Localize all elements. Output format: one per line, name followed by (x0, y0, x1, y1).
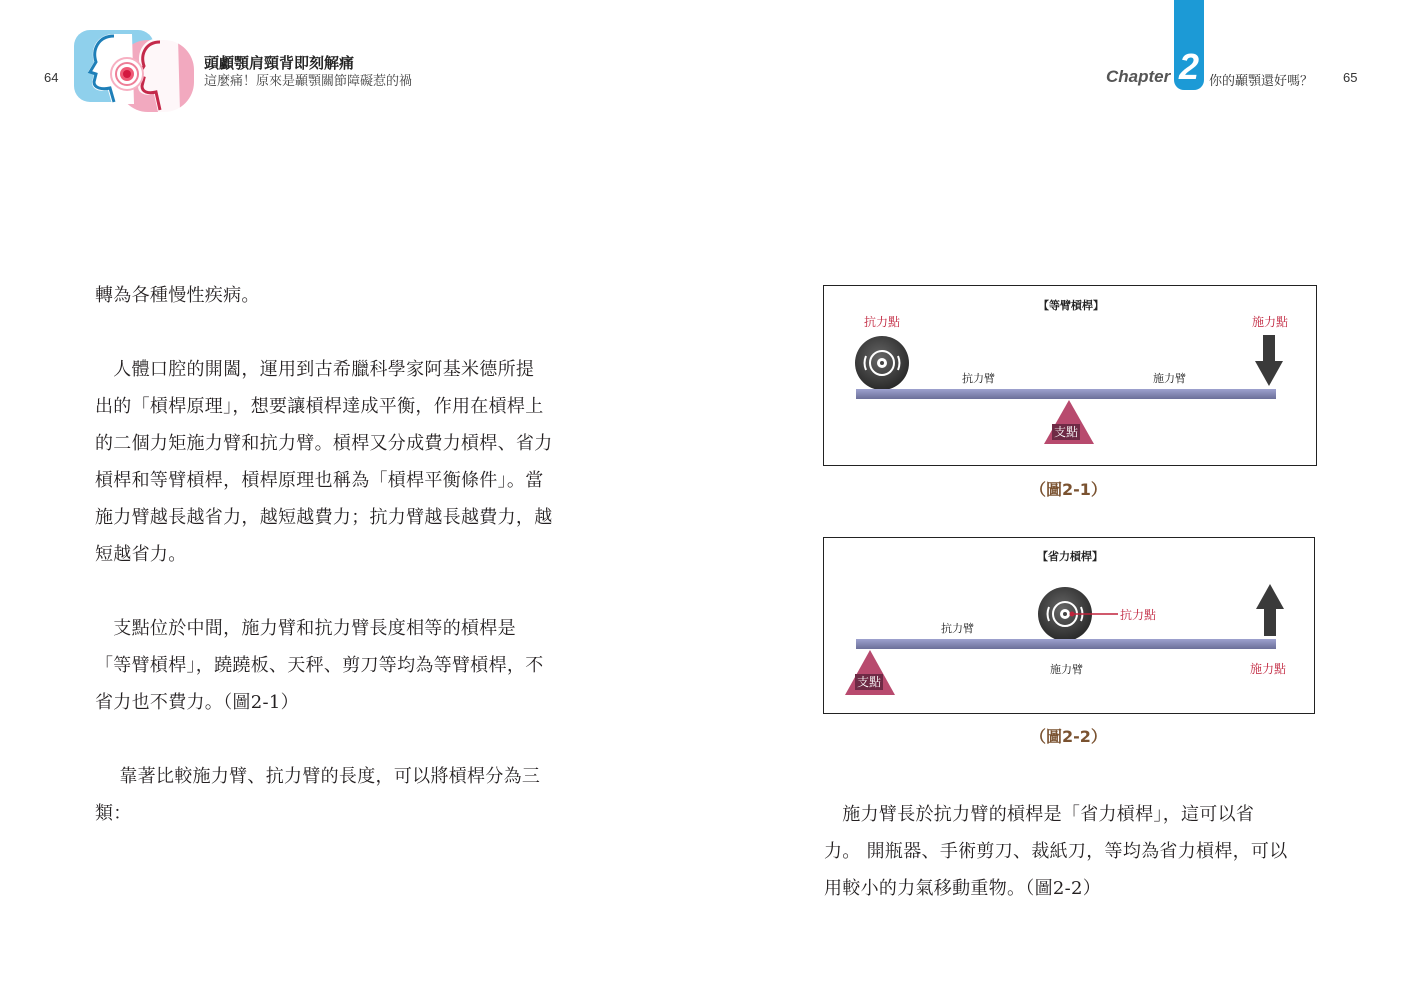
figure-caption-2-1: （圖2-1） (1030, 480, 1107, 499)
paragraph-2 (95, 351, 595, 573)
head-silhouette-logo-icon (74, 28, 198, 114)
arrow-up-icon (1256, 584, 1284, 636)
resistance-point-label: 抗力點 (864, 315, 901, 329)
text-line: 施力臂越長越省力，越短越費力；抗力臂越長越費力，越 (95, 507, 553, 528)
lever-beam (856, 389, 1276, 399)
paragraph-right (824, 796, 1324, 907)
text-line: 省力也不費力。（圖2-1） (95, 692, 299, 713)
text-line: 力。 開瓶器、手術剪刀、裁紙刀，等均為省力槓桿，可以 (824, 841, 1288, 862)
text-line: 「等臂槓桿」，蹺蹺板、天秤、剪刀等均為等臂槓桿，不 (95, 655, 544, 676)
figure-equal-arm-lever (823, 285, 1317, 466)
effort-arm-label: 施力臂 (1153, 372, 1186, 385)
fulcrum-label: 支點 (857, 675, 882, 689)
effort-point-label: 施力點 (1250, 662, 1287, 676)
text-line: 槓桿和等臂槓桿，槓桿原理也稱為「槓桿平衡條件」。當 (95, 470, 544, 491)
text-line: 類： (95, 803, 132, 824)
text-line: 短越省力。 (95, 544, 187, 565)
effort-arm-label: 施力臂 (1050, 663, 1083, 676)
text-line: 用較小的力氣移動重物。（圖2-2） (824, 878, 1102, 899)
resistance-arm-label: 抗力臂 (962, 372, 995, 385)
left-page-body (95, 277, 595, 832)
text-line: 出的「槓桿原理」，想要讓槓桿達成平衡，作用在槓桿上 (95, 396, 544, 417)
figure-title: 【省力槓桿】 (1037, 550, 1103, 563)
lever-diagram (824, 538, 1316, 715)
book-title: 頭顱顎肩頸背即刻解痛 (204, 54, 355, 72)
chapter-label: Chapter (1106, 67, 1171, 86)
paragraph-3 (95, 610, 595, 721)
effort-point-label: 施力點 (1252, 315, 1289, 329)
figure-title: 【等臂槓桿】 (1038, 299, 1104, 312)
text-line: 的二個力矩施力臂和抗力臂。槓桿又分成費力槓桿、省力 (95, 433, 553, 454)
paragraph-1 (95, 277, 595, 314)
paragraph-4 (95, 758, 595, 832)
right-page-body (824, 796, 1324, 907)
lever-beam (856, 639, 1276, 649)
book-subtitle: 這麼痛！原來是顳顎關節障礙惹的禍 (204, 74, 413, 89)
left-page-number: 64 (44, 70, 59, 85)
resistance-arm-label: 抗力臂 (941, 622, 974, 635)
right-page-number: 65 (1343, 70, 1358, 85)
text-line: 靠著比較施力臂、抗力臂的長度，可以將槓桿分為三 (95, 766, 541, 787)
weight-disc-icon (855, 336, 909, 390)
arrow-down-icon (1255, 335, 1283, 386)
text-line: 轉為各種慢性疾病。 (95, 285, 260, 306)
text-line: 人體口腔的開闔，運用到古希臘科學家阿基米德所提 (95, 359, 535, 380)
text-line: 支點位於中間，施力臂和抗力臂長度相等的槓桿是 (95, 618, 516, 639)
fulcrum-label: 支點 (1054, 425, 1079, 439)
chapter-number: 2 (1178, 46, 1200, 87)
chapter-title: 你的顳顎還好嗎？ (1209, 74, 1314, 89)
chapter-tab (1174, 0, 1204, 90)
figure-caption-2-2: （圖2-2） (1030, 727, 1107, 746)
figure-force-saving-lever (823, 537, 1315, 714)
resistance-point-label: 抗力點 (1120, 608, 1157, 622)
text-line: 施力臂長於抗力臂的槓桿是「省力槓桿」，這可以省 (824, 804, 1255, 825)
